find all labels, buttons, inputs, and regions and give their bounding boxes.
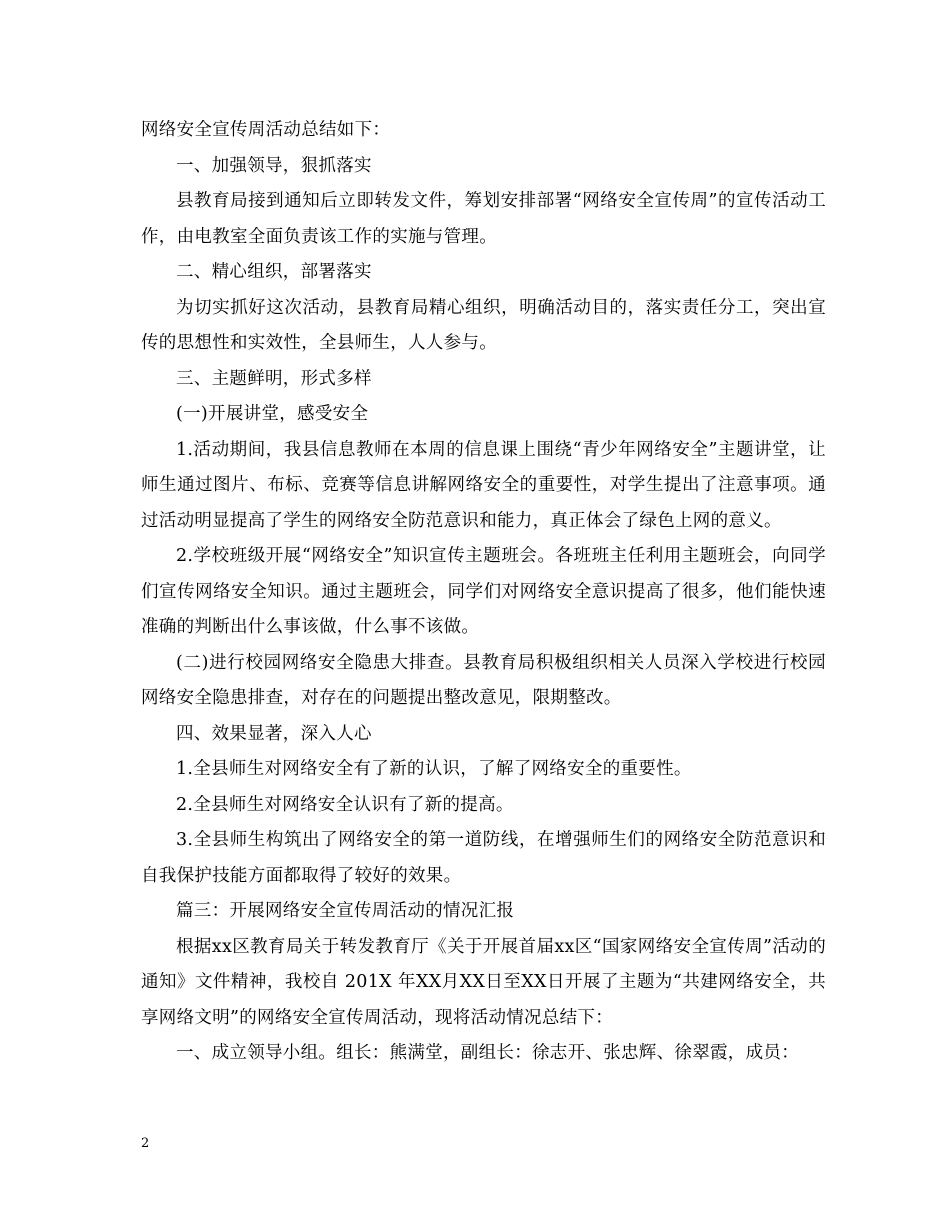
paragraph: 一、成立领导小组。组长：熊满堂，副组长：徐志开、张忠辉、徐翠霞，成员：: [176, 1043, 799, 1063]
section-heading: 三、主题鲜明，形式多样: [176, 368, 372, 389]
paragraph: 网络安全宣传周活动总结如下：: [141, 120, 391, 140]
page-number: 2: [141, 1136, 150, 1151]
paragraph: 3.全县师生构筑出了网络安全的第一道防线，在增强师生们的网络安全防范意识和自我保护技能方面都取得了较好的效果。: [141, 830, 826, 886]
chapter-heading: 篇三：开展网络安全宣传周活动的情况汇报: [176, 901, 515, 921]
paragraph: 1.全县师生对网络安全有了新的认识，了解了网络安全的重要性。: [176, 759, 692, 779]
section-heading: 四、效果显著，深入人心: [176, 723, 372, 744]
paragraph: 1.活动期间，我县信息教师在本周的信息课上围绕“青少年网络安全”主题讲堂，让师生通过图片、布标、竞赛等信息讲解网络安全的重要性，对学生提出了注意事项。通过活动明显提高了学生的网络安全防范意识和能力，真正体会了绿色上网的意义。: [141, 439, 826, 531]
paragraph: 2.学校班级开展“网络安全”知识宣传主题班会。各班班主任利用主题班会，向同学们宣传网络安全知识。通过主题班会，同学们对网络安全意识提高了很多，他们能快速准确的判断出什么事该做，什么事不该做。: [141, 546, 826, 637]
paragraph: (二)进行校园网络安全隐患大排查。县教育局积极组织相关人员深入学校进行校园网络安全隐患排查，对存在的问题提出整改意见，限期整改。: [141, 652, 826, 708]
paragraph: 2.全县师生对网络安全认识有了新的提高。: [176, 794, 514, 815]
paragraph: 根据xx区教育局关于转发教育厅《关于开展首届xx区“国家网络安全宣传周”活动的通知》文件精神，我校自 201X 年XX月XX日至XX日开展了主题为“共建网络安全，共享网络文明”的网络安全宣传周活动，现将活动情况总结下：: [141, 936, 826, 1028]
paragraph: 县教育局接到通知后立即转发文件，筹划安排部署“网络安全宣传周”的宣传活动工作，由电教室全面负责该工作的实施与管理。: [141, 191, 826, 247]
section-heading: 二、精心组织，部署落实: [176, 262, 372, 282]
document-body: [141, 113, 826, 1072]
section-heading: 一、加强领导，狠抓落实: [176, 155, 372, 176]
paragraph: 为切实抓好这次活动，县教育局精心组织，明确活动目的，落实责任分工，突出宣传的思想性和实效性，全县师生，人人参与。: [141, 297, 826, 353]
subsection-heading: (一)开展讲堂，感受安全: [176, 404, 369, 424]
